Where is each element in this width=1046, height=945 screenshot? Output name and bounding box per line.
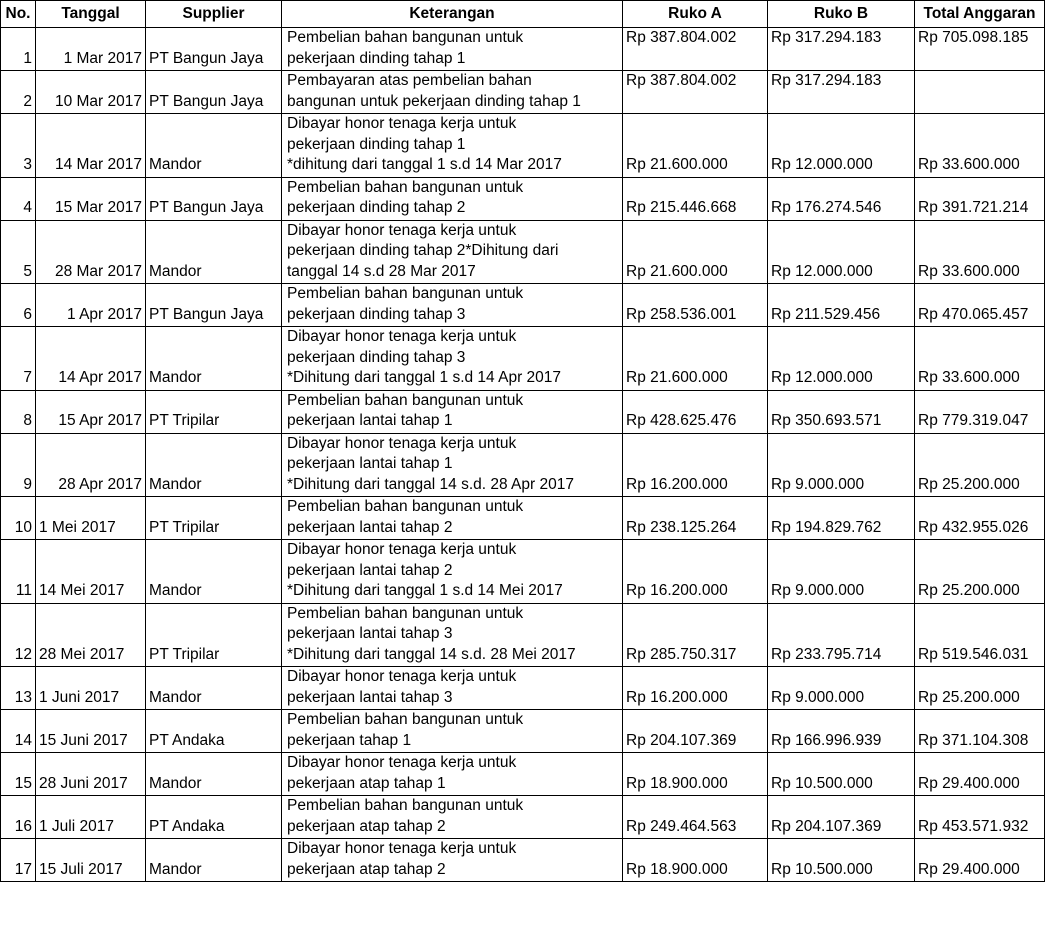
table-row [1,28,1045,71]
description-cell [282,667,623,710]
row-number-cell: 15 [1,753,36,796]
ruko-b-amount-cell: Rp 9.000.000 [768,433,915,497]
date-cell: 1 Mar 2017 [36,28,146,71]
description-cell [282,28,623,71]
table-row [1,71,1045,114]
ruko-a-amount-cell: Rp 249.464.563 [623,796,768,839]
description-line: Dibayar honor tenaga kerja untuk [287,115,517,132]
description-cell [282,540,623,604]
description-line: pekerjaan lantai tahap 2 [287,518,453,536]
date-cell: 14 Apr 2017 [36,327,146,391]
row-number-cell: 13 [1,667,36,710]
description-line: pekerjaan dinding tahap 2*Dihitung dari [287,242,559,259]
ruko-b-amount-cell: Rp 10.500.000 [768,753,915,796]
total-anggaran-cell: Rp 519.546.031 [915,603,1045,667]
supplier-cell: Mandor [146,114,282,178]
header-tanggal: Tanggal [36,1,146,28]
description-line: *Dihitung dari tanggal 14 s.d. 28 Mei 2017 [287,645,576,663]
description-line: pekerjaan lantai tahap 1 [287,455,453,472]
table-row [1,390,1045,433]
row-number-cell: 2 [1,71,36,114]
row-number-cell: 11 [1,540,36,604]
date-cell: 14 Mei 2017 [36,540,146,604]
ruko-a-amount-cell: Rp 16.200.000 [623,540,768,604]
date-cell: 1 Juni 2017 [36,667,146,710]
ruko-a-amount-cell: Rp 21.600.000 [623,114,768,178]
description-line: pekerjaan atap tahap 2 [287,860,446,878]
description-cell [282,753,623,796]
date-cell: 14 Mar 2017 [36,114,146,178]
total-anggaran-cell: Rp 25.200.000 [915,433,1045,497]
table-row [1,839,1045,882]
supplier-cell: Mandor [146,220,282,284]
description-line: pekerjaan tahap 1 [287,731,412,749]
table-row [1,327,1045,391]
supplier-cell: PT Bangun Jaya [146,28,282,71]
ruko-b-amount-cell: Rp 194.829.762 [768,497,915,540]
description-line: Dibayar honor tenaga kerja untuk [287,668,517,685]
row-number-cell: 14 [1,710,36,753]
date-cell: 10 Mar 2017 [36,71,146,114]
description-line: pekerjaan dinding tahap 1 [287,49,466,67]
ruko-b-amount-cell: Rp 204.107.369 [768,796,915,839]
description-line: Dibayar honor tenaga kerja untuk [287,840,517,857]
header-supplier: Supplier [146,1,282,28]
total-anggaran-cell: Rp 432.955.026 [915,497,1045,540]
description-line: Pembelian bahan bangunan untuk [287,498,524,515]
ruko-a-amount-cell: Rp 387.804.002 [623,71,768,114]
ruko-a-amount-cell: Rp 21.600.000 [623,220,768,284]
description-cell [282,497,623,540]
ruko-b-amount-cell: Rp 12.000.000 [768,114,915,178]
total-anggaran-cell: Rp 25.200.000 [915,540,1045,604]
total-anggaran-cell: Rp 371.104.308 [915,710,1045,753]
header-ruko-a: Ruko A [623,1,768,28]
date-cell: 15 Mar 2017 [36,177,146,220]
total-anggaran-cell: Rp 470.065.457 [915,284,1045,327]
table-row [1,284,1045,327]
total-anggaran-cell [915,71,1045,114]
header-ruko-b: Ruko B [768,1,915,28]
ruko-a-amount-cell: Rp 238.125.264 [623,497,768,540]
description-line: Pembelian bahan bangunan untuk [287,285,524,302]
description-line: Pembelian bahan bangunan untuk [287,391,524,409]
row-number-cell: 16 [1,796,36,839]
date-cell: 15 Juni 2017 [36,710,146,753]
date-cell: 15 Apr 2017 [36,390,146,433]
supplier-cell: PT Tripilar [146,603,282,667]
table-row [1,710,1045,753]
description-line: *dihitung dari tanggal 1 s.d 14 Mar 2017 [287,156,562,173]
supplier-cell: PT Bangun Jaya [146,71,282,114]
description-cell [282,710,623,753]
description-line: Dibayar honor tenaga kerja untuk [287,541,517,558]
ruko-b-amount-cell: Rp 12.000.000 [768,327,915,391]
ruko-a-amount-cell: Rp 204.107.369 [623,710,768,753]
description-cell [282,603,623,667]
total-anggaran-cell: Rp 29.400.000 [915,753,1045,796]
supplier-cell: Mandor [146,839,282,882]
description-line: Pembelian bahan bangunan untuk [287,711,524,728]
total-anggaran-cell: Rp 29.400.000 [915,839,1045,882]
total-anggaran-cell: Rp 33.600.000 [915,220,1045,284]
description-cell [282,327,623,391]
description-line: pekerjaan lantai tahap 2 [287,561,453,579]
description-line: pekerjaan dinding tahap 3 [287,348,466,366]
supplier-cell: PT Andaka [146,710,282,753]
ruko-b-amount-cell: Rp 350.693.571 [768,390,915,433]
supplier-cell: PT Andaka [146,796,282,839]
table-row [1,114,1045,178]
header-row [1,1,1045,28]
date-cell: 28 Juni 2017 [36,753,146,796]
description-line: *Dihitung dari tanggal 14 s.d. 28 Apr 2017 [287,475,574,493]
ruko-a-amount-cell: Rp 215.446.668 [623,177,768,220]
description-cell [282,839,623,882]
description-line: Pembelian bahan bangunan untuk [287,29,524,46]
total-anggaran-cell: Rp 705.098.185 [915,28,1045,71]
description-cell [282,114,623,178]
total-anggaran-cell: Rp 779.319.047 [915,390,1045,433]
ruko-a-amount-cell: Rp 387.804.002 [623,28,768,71]
ruko-b-amount-cell: Rp 9.000.000 [768,667,915,710]
date-cell: 28 Apr 2017 [36,433,146,497]
row-number-cell: 4 [1,177,36,220]
description-line: pekerjaan dinding tahap 3 [287,305,466,323]
ruko-a-amount-cell: Rp 285.750.317 [623,603,768,667]
ruko-a-amount-cell: Rp 18.900.000 [623,839,768,882]
description-cell [282,433,623,497]
row-number-cell: 12 [1,603,36,667]
header-no: No. [1,1,36,28]
total-anggaran-cell: Rp 33.600.000 [915,327,1045,391]
description-line: bangunan untuk pekerjaan dinding tahap 1 [287,92,581,110]
supplier-cell: PT Bangun Jaya [146,177,282,220]
description-cell [282,71,623,114]
supplier-cell: PT Tripilar [146,497,282,540]
description-line: pekerjaan dinding tahap 1 [287,135,466,153]
row-number-cell: 5 [1,220,36,284]
description-line: pekerjaan dinding tahap 2 [287,199,466,216]
supplier-cell: Mandor [146,667,282,710]
date-cell: 1 Apr 2017 [36,284,146,327]
ruko-a-amount-cell: Rp 428.625.476 [623,390,768,433]
description-line: Pembelian bahan bangunan untuk [287,178,524,196]
supplier-cell: Mandor [146,753,282,796]
row-number-cell: 9 [1,433,36,497]
ruko-a-amount-cell: Rp 258.536.001 [623,284,768,327]
ruko-a-amount-cell: Rp 16.200.000 [623,433,768,497]
ruko-b-amount-cell: Rp 233.795.714 [768,603,915,667]
description-line: pekerjaan atap tahap 2 [287,817,446,835]
header-total-anggaran: Total Anggaran [915,1,1045,28]
row-number-cell: 17 [1,839,36,882]
description-line: pekerjaan lantai tahap 3 [287,625,453,642]
supplier-cell: Mandor [146,433,282,497]
description-line: Dibayar honor tenaga kerja untuk [287,754,517,771]
ruko-b-amount-cell: Rp 211.529.456 [768,284,915,327]
description-line: pekerjaan lantai tahap 1 [287,412,453,429]
date-cell: 28 Mar 2017 [36,220,146,284]
ruko-b-amount-cell: Rp 317.294.183 [768,71,915,114]
row-number-cell: 3 [1,114,36,178]
ruko-b-amount-cell: Rp 9.000.000 [768,540,915,604]
date-cell: 15 Juli 2017 [36,839,146,882]
table-row [1,433,1045,497]
supplier-cell: PT Tripilar [146,390,282,433]
ruko-b-amount-cell: Rp 10.500.000 [768,839,915,882]
total-anggaran-cell: Rp 25.200.000 [915,667,1045,710]
table-row [1,667,1045,710]
table-row [1,753,1045,796]
ruko-b-amount-cell: Rp 12.000.000 [768,220,915,284]
description-cell [282,284,623,327]
total-anggaran-cell: Rp 453.571.932 [915,796,1045,839]
row-number-cell: 6 [1,284,36,327]
table-row [1,603,1045,667]
total-anggaran-cell: Rp 33.600.000 [915,114,1045,178]
table-row [1,177,1045,220]
description-line: Dibayar honor tenaga kerja untuk [287,221,517,239]
row-number-cell: 1 [1,28,36,71]
ruko-a-amount-cell: Rp 18.900.000 [623,753,768,796]
description-cell [282,177,623,220]
description-line: Pembelian bahan bangunan untuk [287,604,524,622]
table-row [1,796,1045,839]
description-line: *Dihitung dari tanggal 1 s.d 14 Mei 2017 [287,582,563,599]
ruko-a-amount-cell: Rp 16.200.000 [623,667,768,710]
table-row [1,497,1045,540]
supplier-cell: Mandor [146,327,282,391]
description-cell [282,220,623,284]
description-line: Pembelian bahan bangunan untuk [287,797,524,814]
date-cell: 1 Juli 2017 [36,796,146,839]
table-row [1,540,1045,604]
table-row [1,220,1045,284]
description-line: pekerjaan lantai tahap 3 [287,688,453,706]
description-line: pekerjaan atap tahap 1 [287,774,446,792]
ruko-b-amount-cell: Rp 317.294.183 [768,28,915,71]
row-number-cell: 10 [1,497,36,540]
description-line: Dibayar honor tenaga kerja untuk [287,434,517,452]
total-anggaran-cell: Rp 391.721.214 [915,177,1045,220]
description-line: tanggal 14 s.d 28 Mar 2017 [287,262,476,280]
description-cell [282,390,623,433]
header-keterangan: Keterangan [282,1,623,28]
row-number-cell: 8 [1,390,36,433]
ruko-a-amount-cell: Rp 21.600.000 [623,327,768,391]
description-line: Pembayaran atas pembelian bahan [287,72,532,89]
description-line: Dibayar honor tenaga kerja untuk [287,328,517,345]
ruko-b-amount-cell: Rp 166.996.939 [768,710,915,753]
supplier-cell: Mandor [146,540,282,604]
table-body [1,28,1045,882]
row-number-cell: 7 [1,327,36,391]
description-cell [282,796,623,839]
date-cell: 1 Mei 2017 [36,497,146,540]
date-cell: 28 Mei 2017 [36,603,146,667]
ruko-b-amount-cell: Rp 176.274.546 [768,177,915,220]
supplier-cell: PT Bangun Jaya [146,284,282,327]
description-line: *Dihitung dari tanggal 1 s.d 14 Apr 2017 [287,369,562,386]
